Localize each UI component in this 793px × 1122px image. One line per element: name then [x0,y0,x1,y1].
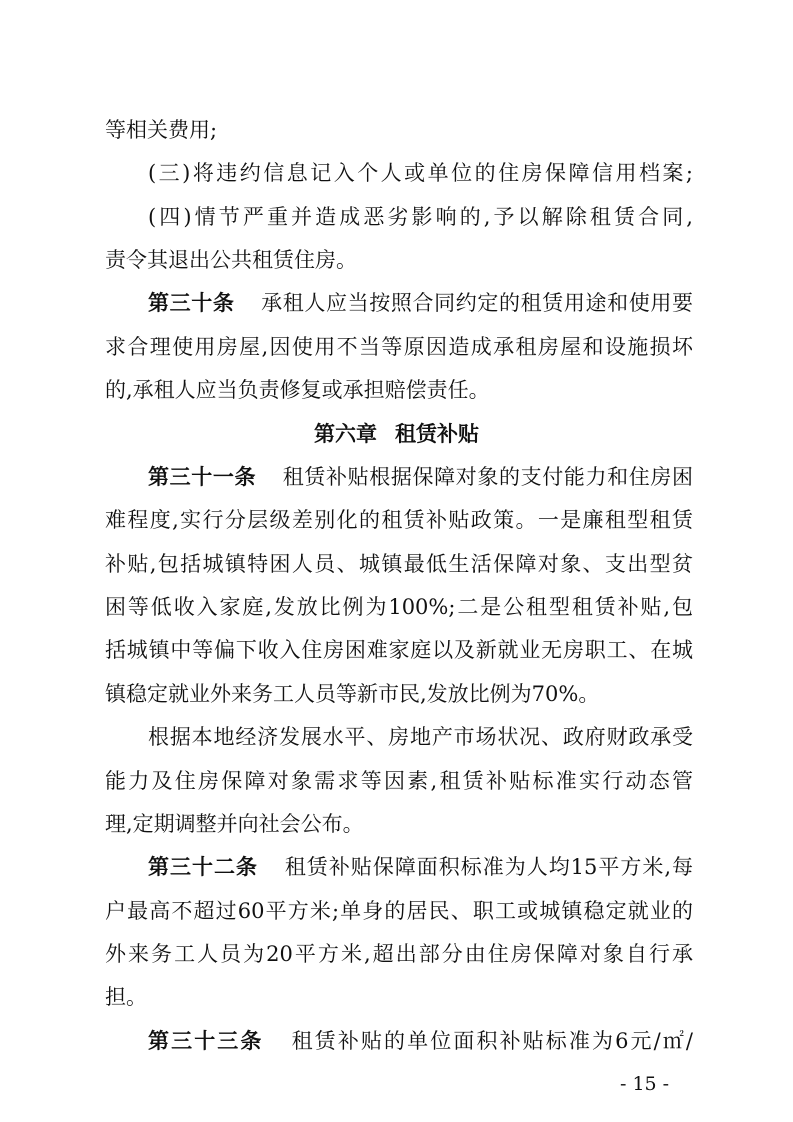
text-line: 求合理使用房屋,因使用不当等原因造成承租房屋和设施损坏 [105,335,693,359]
article-32-line [148,853,693,881]
article-33-text: 租赁补贴的单位面积补贴标准为6元/㎡/ [289,1029,694,1053]
chapter-title [0,420,793,448]
article-31-text: 租赁补贴根据保障对象的支付能力和住房困 [282,465,693,489]
article-31-label: 第三十一条 [148,464,257,489]
text-line: 担。 [105,985,147,1009]
text-line: 责令其退出公共租赁住房。 [105,248,357,272]
text-line: 等相关费用; [105,118,218,142]
article-33-label: 第三十三条 [148,1028,264,1053]
page-number: - 15 - [620,1073,670,1095]
article-32-label: 第三十二条 [148,854,258,879]
text-line: 户最高不超过60平方米;单身的居民、职工或城镇稳定就业的 [105,899,693,923]
text-line: 补贴,包括城镇特困人员、城镇最低生活保障对象、支出型贫 [105,552,693,576]
text-line: 能力及住房保障对象需求等因素,租赁补贴标准实行动态管 [105,769,693,793]
text-line: 根据本地经济发展水平、房地产市场状况、政府财政承受 [148,725,693,749]
article-32-text: 租赁补贴保障面积标准为人均15平方米,每 [283,855,693,879]
chapter-name: 租赁补贴 [395,421,479,446]
chapter-number: 第六章 [314,421,377,446]
text-line: (三)将违约信息记入个人或单位的住房保障信用档案; [148,161,693,185]
text-line: 括城镇中等偏下收入住房困难家庭以及新就业无房职工、在城 [105,638,693,662]
article-30-line [148,289,693,317]
article-33-line [148,1027,693,1055]
article-30-label: 第三十条 [148,290,235,315]
text-line: 困等低收入家庭,发放比例为100%;二是公租型租赁补贴,包 [105,595,693,619]
text-line: 的,承租人应当负责修复或承担赔偿责任。 [105,378,490,402]
article-31-line [148,463,693,491]
text-line: 镇稳定就业外来务工人员等新市民,发放比例为70%。 [105,682,600,706]
article-30-text: 承租人应当按照合同约定的租赁用途和使用要 [260,291,693,315]
text-line: 外来务工人员为20平方米,超出部分由住房保障对象自行承 [105,942,693,966]
text-line: 难程度,实行分层级差别化的租赁补贴政策。一是廉租型租赁 [105,508,693,532]
text-line: (四)情节严重并造成恶劣影响的,予以解除租赁合同, [148,205,693,229]
text-line: 理,定期调整并向社会公布。 [105,812,364,836]
